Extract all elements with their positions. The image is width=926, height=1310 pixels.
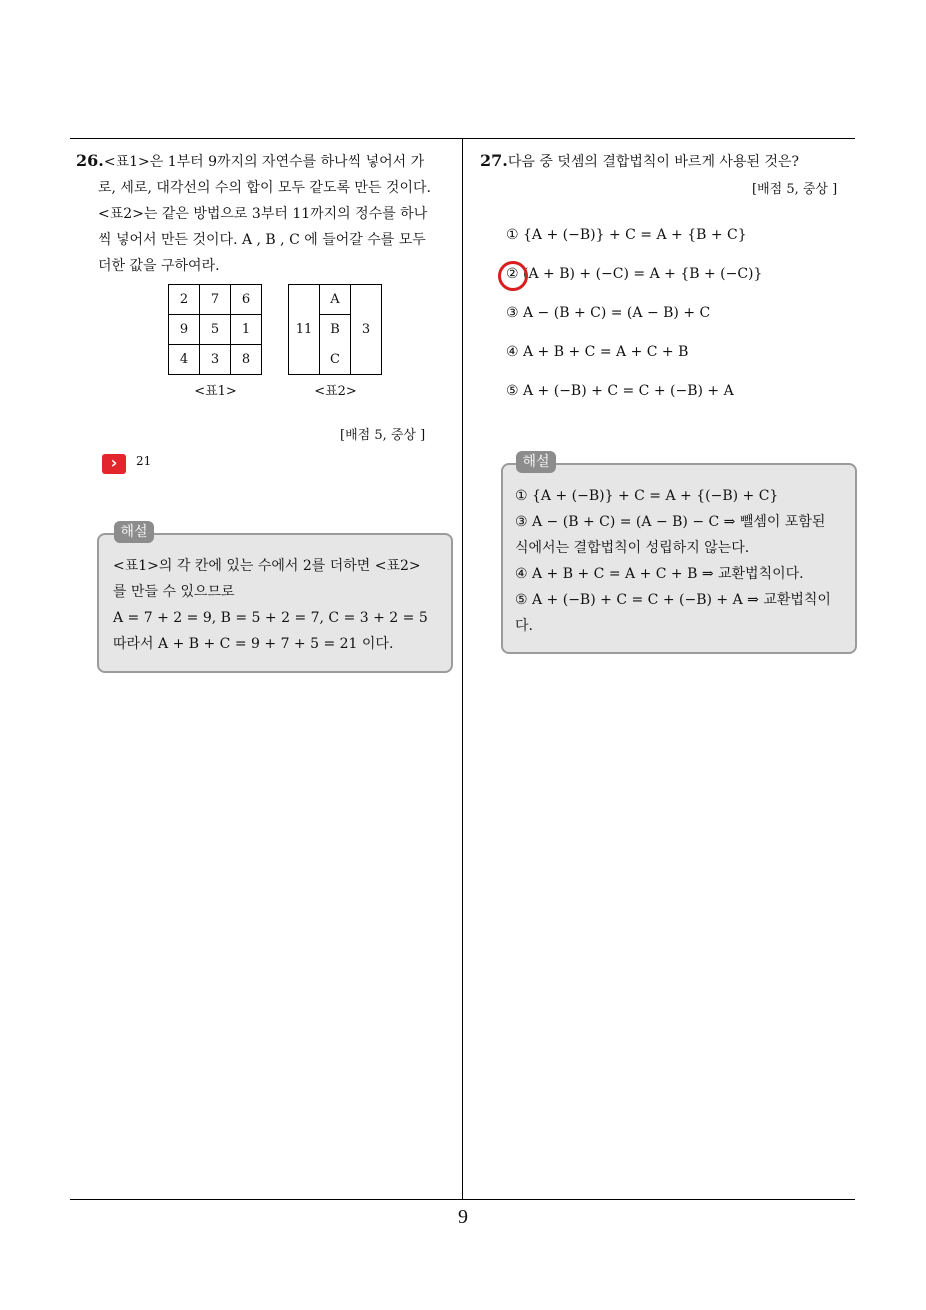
option-3[interactable]: ③ A − (B + C) = (A − B) + C (506, 305, 711, 321)
table-cell: 7 (200, 285, 231, 315)
table-row (289, 285, 382, 315)
option-1[interactable]: ① {A + (−B)} + C = A + {B + C} (506, 227, 747, 243)
solution-line: ⑤ A + (−B) + C = C + (−B) + A ⇒ 교환법칙이 (515, 592, 831, 608)
table-cell (289, 285, 320, 315)
question-line: 다음 중 덧셈의 결합법칙이 바르게 사용된 것은? (507, 154, 800, 170)
table-row (169, 345, 262, 375)
table-row (289, 345, 382, 375)
page-number: 9 (458, 1206, 468, 1228)
table-cell: 8 (231, 345, 262, 375)
table-row (169, 285, 262, 315)
solution-text (515, 483, 849, 639)
solution-line: ③ A − (B + C) = (A − B) − C ⇒ 뺄셈이 포함된 (515, 514, 826, 530)
answer-value: 21 (136, 454, 152, 468)
table-cell: 3 (200, 345, 231, 375)
solution-line: 를 만들 수 있으므로 (113, 584, 235, 600)
option-4[interactable]: ④ A + B + C = A + C + B (506, 344, 689, 360)
table-cell: 11 (289, 315, 320, 345)
solution-tag: 해설 (516, 451, 556, 473)
solution-line: A = 7 + 2 = 9, B = 5 + 2 = 7, C = 3 + 2 = 5 (113, 610, 428, 626)
solution-line: ① {A + (−B)} + C = A + {(−B) + C} (515, 488, 779, 504)
solution-line: 따라서 A + B + C = 9 + 7 + 5 = 21 이다. (113, 636, 394, 652)
column-divider (462, 138, 463, 1200)
table-row (169, 315, 262, 345)
solution-tag: 해설 (114, 521, 154, 543)
table-cell: 6 (231, 285, 262, 315)
solution-line: 식에서는 결합법칙이 성립하지 않는다. (515, 540, 750, 556)
table-cell (351, 345, 382, 375)
magic-square-tables (168, 284, 388, 404)
table-2 (288, 284, 382, 375)
question-26-text (76, 148, 456, 279)
table-cell: 5 (200, 315, 231, 345)
table-cell (351, 285, 382, 315)
solution-line: ④ A + B + C = A + C + B ⇒ 교환법칙이다. (515, 566, 804, 582)
question-line: <표1>은 1부터 9까지의 자연수를 하나씩 넣어서 가 (103, 154, 425, 170)
solution-text (113, 553, 443, 657)
table-1-caption: <표1> (194, 384, 237, 399)
solution-box-27 (501, 463, 857, 654)
question-26 (76, 148, 456, 279)
table-cell: C (320, 345, 351, 375)
question-line: 씩 넣어서 만든 것이다. A , B , C 에 들어갈 수를 모두 (98, 232, 426, 248)
option-5[interactable]: ⑤ A + (−B) + C = C + (−B) + A (506, 383, 734, 399)
table-row (289, 315, 382, 345)
chevron-right-icon: › (102, 454, 126, 474)
table-cell: 9 (169, 315, 200, 345)
question-line: 로, 세로, 대각선의 수의 합이 모두 같도록 만든 것이다. (98, 180, 431, 196)
solution-box-26 (97, 533, 453, 673)
question-27 (480, 148, 860, 175)
table-cell: 4 (169, 345, 200, 375)
bottom-rule (70, 1199, 855, 1200)
question-27-text (480, 148, 860, 175)
question-number: 27. (480, 151, 508, 170)
question-line: <표2>는 같은 방법으로 3부터 11까지의 정수를 하나 (98, 206, 428, 222)
table-cell (289, 345, 320, 375)
table-cell: 2 (169, 285, 200, 315)
table-cell: 3 (351, 315, 382, 345)
table-2-caption: <표2> (314, 384, 357, 399)
points-label: [배점 5, 중상 ] (340, 428, 426, 443)
solution-line: 다. (515, 618, 533, 634)
table-cell: B (320, 315, 351, 345)
table-cell: A (320, 285, 351, 315)
points-label: [배점 5, 중상 ] (752, 182, 838, 197)
table-cell: 1 (231, 315, 262, 345)
solution-line: <표1>의 각 칸에 있는 수에서 2를 더하면 <표2> (113, 558, 421, 574)
question-line: 더한 값을 구하여라. (98, 258, 220, 274)
selected-answer-circle-icon (498, 261, 528, 291)
option-2[interactable]: ② (A + B) + (−C) = A + {B + (−C)} (506, 266, 763, 282)
question-number: 26. (76, 151, 104, 170)
table-1 (168, 284, 262, 375)
